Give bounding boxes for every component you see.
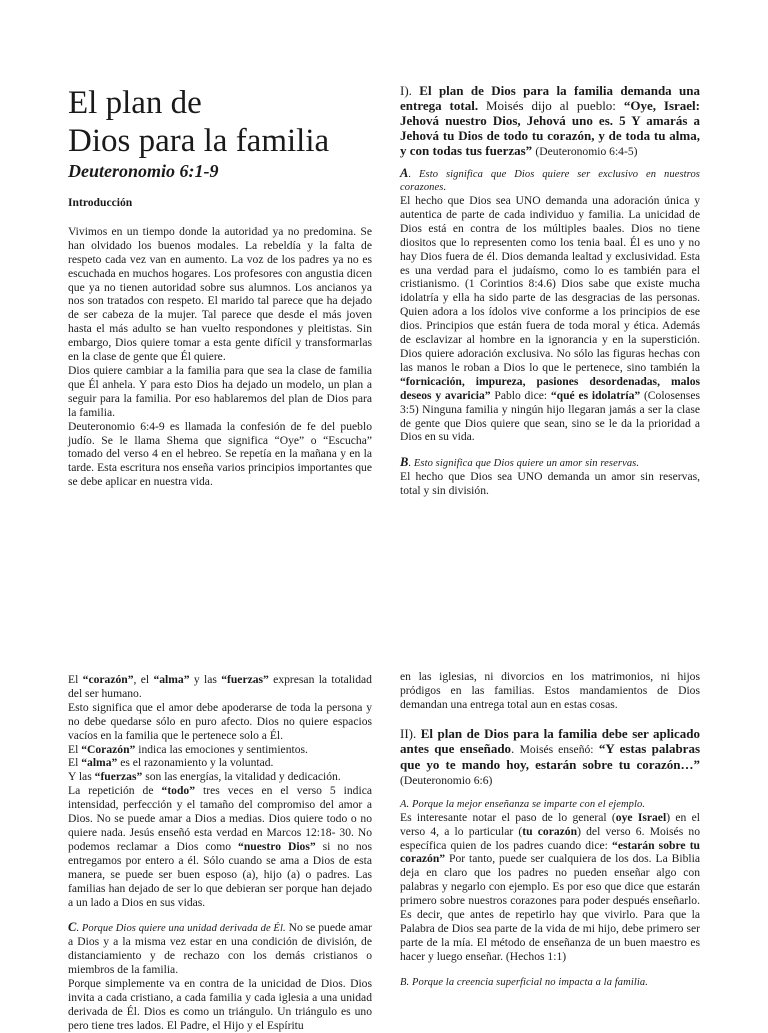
fuerzas-definition xyxy=(68,770,372,784)
section-2-text: Moisés enseñó: xyxy=(519,742,594,756)
point-c-heading xyxy=(68,920,286,935)
text-fragment: Por tanto, puede ser cualquiera de los dos. La Biblia deja en claro que los padres no pueden enseñar algo con palabras y negarlo con ejemplo. Es por eso que dice que estarán primero sobre nuestros corazones para poder después enseñarlo. Es decir, que antes de repetirlo hay que vivirlo. Para que la Palabra de Dios sea parte de la vida de mi hijo, debe primero ser parte de la mía. El método de enseñanza de un buen maestro es hacer y luego enseñar. (Hechos 1:1) xyxy=(400,852,700,963)
keyword-oye-israel: oye Israel xyxy=(615,810,667,824)
intro-paragraph-3: Deuteronomio 6:4-9 es llamada la confesión de fe del pueblo judío. Se le llama Shema que significa “Oye” o “Escucha” tomado del verso 4 en el hebreo. Se repetía en la mañana y en la tarde. Esta escritura nos enseña varios principios importantes que se debe aplicar en nuestra vida. xyxy=(68,419,372,489)
text-fragment: Es interesante notar el paso de lo general ( xyxy=(400,810,616,824)
intro-paragraph-2: Dios quiere cambiar a la familia para que sea la clase de familia que Él anhela. Y para esto Dios ha dejado un modelo, un plan a seguir para la familia. Por eso hablaremos del plan de Dios para la familia. xyxy=(68,363,372,419)
point-c-body-2: Porque simplemente va en contra de la unicidad de Dios. Dios invita a cada cristiano, a cada familia y cada iglesia a una unidad derivada de Él. Dios es como un triángulo. Un triángulo es uno pero tiene tres lados. El Padre, el Hijo y el Espíritu xyxy=(68,977,372,1032)
keyword-fuerzas-2: “fuerzas” xyxy=(94,770,143,784)
text-fragment: . xyxy=(511,740,515,756)
document-title xyxy=(68,84,329,160)
keyword-corazon-2: “Corazón” xyxy=(81,742,136,756)
corazon-definition xyxy=(68,743,372,757)
text-fragment: y las xyxy=(193,673,217,686)
text-fragment: , el xyxy=(133,673,150,686)
point-a-heading xyxy=(400,167,700,194)
point-b-heading xyxy=(400,456,700,470)
text-fragment: es el razonamiento y la voluntad. xyxy=(120,756,274,770)
title-line-1: El plan de xyxy=(68,85,202,121)
love-paragraph: Esto significa que el amor debe apoderarse de toda la persona y no debe quedarse sólo en puro afecto. Dios no quiere espacios vacíos en la familia que le pertenece solo a Él. xyxy=(68,700,372,742)
keyword-fuerzas: “fuerzas” xyxy=(221,673,269,686)
point-2a-heading-text: A. Porque la mejor enseñanza se imparte con el ejemplo xyxy=(400,798,643,810)
section-2-heading: El plan de Dios para la familia debe ser aplicado antes que enseñado xyxy=(400,725,701,756)
left-column-bottom xyxy=(68,673,372,1033)
point-b-letter: B xyxy=(400,455,409,470)
keyword-alma-2: “alma” xyxy=(81,756,118,770)
text-fragment: expresan la totalidad del ser humano. xyxy=(68,673,372,700)
intro-paragraph-1: Vivimos en un tiempo donde la autoridad ya no predomina. Se han olvidado los buenos modales. La rebeldía y la falta de respeto cada vez van en aumento. La voz de los padres ya no es escuchada en muchos hogares. Los profesores con angustia dicen que ya no tienen autoridad sobre sus alumnos. Los ancianos ya nos son tratados con respeto. El marido tal parece que ha dejado de ser cabeza de la mujer. Tal parece que desde el más joven hasta el más adulto se han vuelto respondones y pleitistas. Sin embargo, Dios quiere tomar a esta gente difícil y transformarlas en la clase de gente que Él quiere. xyxy=(68,224,372,364)
point-a-body-2: Pablo dice: xyxy=(494,388,548,402)
text-fragment: El xyxy=(68,742,79,756)
section-2-quote: “Y estas palabras que yo te mando hoy, estarán sobre tu corazón…” xyxy=(400,740,701,772)
point-c-letter: C xyxy=(68,920,77,935)
point-c-heading-text: . Porque Dios quiere una unidad derivada de Él. xyxy=(76,923,286,935)
section-1-quote: “Oye, Israel: Jehová nuestro Dios, Jehová uno es. 5 Y amarás a Jehová tu Dios de todo tu corazón, y de toda tu alma, y con todas tus fuerzas” xyxy=(400,98,700,158)
point-a-heading-text: . Esto significa que Dios quiere ser exclusivo en nuestros corazones. xyxy=(400,169,700,193)
text-fragment: ) en el verso 4, a lo particular ( xyxy=(400,810,701,838)
text-fragment: indica las emociones y sentimientos. xyxy=(138,742,308,756)
text-fragment: La repetición de xyxy=(68,784,154,798)
point-a-body xyxy=(400,194,700,444)
section-1-number: I). xyxy=(400,83,412,98)
text-fragment: son las energías, la vitalidad y dedicación. xyxy=(145,770,341,784)
keyword-todo: “todo” xyxy=(161,784,196,798)
section-2-reference: (Deuteronomio 6:6) xyxy=(400,773,493,787)
point-b-heading-text: . Esto significa que Dios quiere un amor sin reservas. xyxy=(408,458,640,470)
quote-estaran-sobre-tu-corazon: “estarán sobre tu corazón” xyxy=(400,838,700,866)
point-a-body-3: (Colosenses 3:5) Ninguna familia y ningún hijo llegaran jamás a ser la clase de gente que Dios quiere que sean, sino se le da la prioridad a Dios en su vida. xyxy=(400,388,700,444)
text-fragment: si no nos entregamos por entero a él. Sólo cuando se ama a Dios de esta manera, se puede ser buen esposo (a), hijo (a) o padres. Las familias han dejado de ser lo que debieran ser porque han dejado a un lado a Dios en sus vidas. xyxy=(68,839,372,909)
document-subtitle: Deuteronomio 6:1-9 xyxy=(68,161,219,181)
keyword-nuestro-dios: “nuestro Dios” xyxy=(238,839,316,853)
intro-heading: Introducción xyxy=(68,196,133,209)
section-2-intro xyxy=(400,726,700,788)
section-1-column xyxy=(400,83,700,498)
text-fragment: tres veces en el verso 5 indica intensidad, perfección y el tamaño del compromiso del amor a Dios. No se puede amar a Dios a medias. Dios quiere todo o no quiere nada. Jesús enseñó esta verdad en Marcos 12:18- 30. No podemos reclamar a Dios como xyxy=(68,784,372,853)
point-a-bold-1: “fornicación, impureza, pasiones desordenadas, malos deseos y avaricia” xyxy=(400,374,700,402)
repetition-paragraph xyxy=(68,784,372,909)
text-fragment: El xyxy=(68,756,79,770)
section-2-number: II). xyxy=(400,725,417,741)
title-line-2: Dios para la familia xyxy=(68,123,330,159)
keyword-corazon: “corazón” xyxy=(82,673,134,686)
section-1-heading: El plan de Dios para la familia demanda una entrega total. xyxy=(400,83,700,113)
section-1-text: Moisés dijo al pueblo: xyxy=(486,98,616,113)
point-c-body-1: No se puede amar a Dios y a la misma vez estar en una condición de división, de distanciamiento y de rechazo con los demás cristianos o miembros de la familia. xyxy=(68,921,372,977)
keyword-tu-corazon: tu corazón xyxy=(522,824,578,838)
section-1-reference: (Deuteronomio 6:4-5) xyxy=(535,145,638,158)
right-column-bottom xyxy=(400,670,700,989)
text-fragment: El xyxy=(68,673,79,686)
intro-column xyxy=(68,196,372,489)
text-fragment: . xyxy=(645,976,648,988)
text-fragment: . xyxy=(642,798,646,810)
section-1-intro xyxy=(400,83,700,159)
point-2a-heading xyxy=(400,798,700,811)
totality-line xyxy=(68,673,372,701)
point-b-body: El hecho que Dios sea UNO demanda un amor sin reservas, total y sin división. xyxy=(400,470,700,498)
text-fragment: ) del verso 6. Moisés no específica quien de los padres cuando dice: xyxy=(400,824,700,852)
point-a-body-1: El hecho que Dios sea UNO demanda una adoración única y autentica de parte de cada individuo y familia. La unicidad de Dios está en contra de los múltiples baales. Dios no tiene diositos que lo representen como los tenia baal. Él es uno y no hay Dios fuera de él. Dios demanda lealtad y exclusividad. Esta es una verdad para el judaísmo, como lo es también para el cristianismo. (1 Corintios 8:4.6) Dios sabe que existe mucha idolatría y ella ha sido parte de las desgracias de las personas. Quien adora a los ídolos vive conforme a los principios de ese dios. Principios que están fuera de toda moral y ética. Además de esclavizar al hombre en la ignorancia y en la superstición. Dios quiere adoración exclusiva. No sólo las figuras hechas con las manos le roban a Dios lo que le pertenece, sino también la xyxy=(400,194,700,374)
point-a-bold-2: “qué es idolatría” xyxy=(550,388,641,402)
point-2b-heading-text: B. Porque la creencia superficial no impacta a la familia xyxy=(400,976,646,988)
continuation-paragraph: en las iglesias, ni divorcios en los matrimonios, ni hijos pródigos en las familias. Estos mandamientos de Dios demandan una entrega total aun en estas cosas. xyxy=(400,670,700,711)
point-2a-body xyxy=(400,811,700,964)
alma-definition xyxy=(68,756,372,770)
point-c-paragraph xyxy=(68,921,372,977)
point-a-letter: A xyxy=(400,166,409,180)
text-fragment: Y las xyxy=(68,770,92,784)
point-2b-heading xyxy=(400,976,700,989)
keyword-alma: “alma” xyxy=(153,673,190,686)
